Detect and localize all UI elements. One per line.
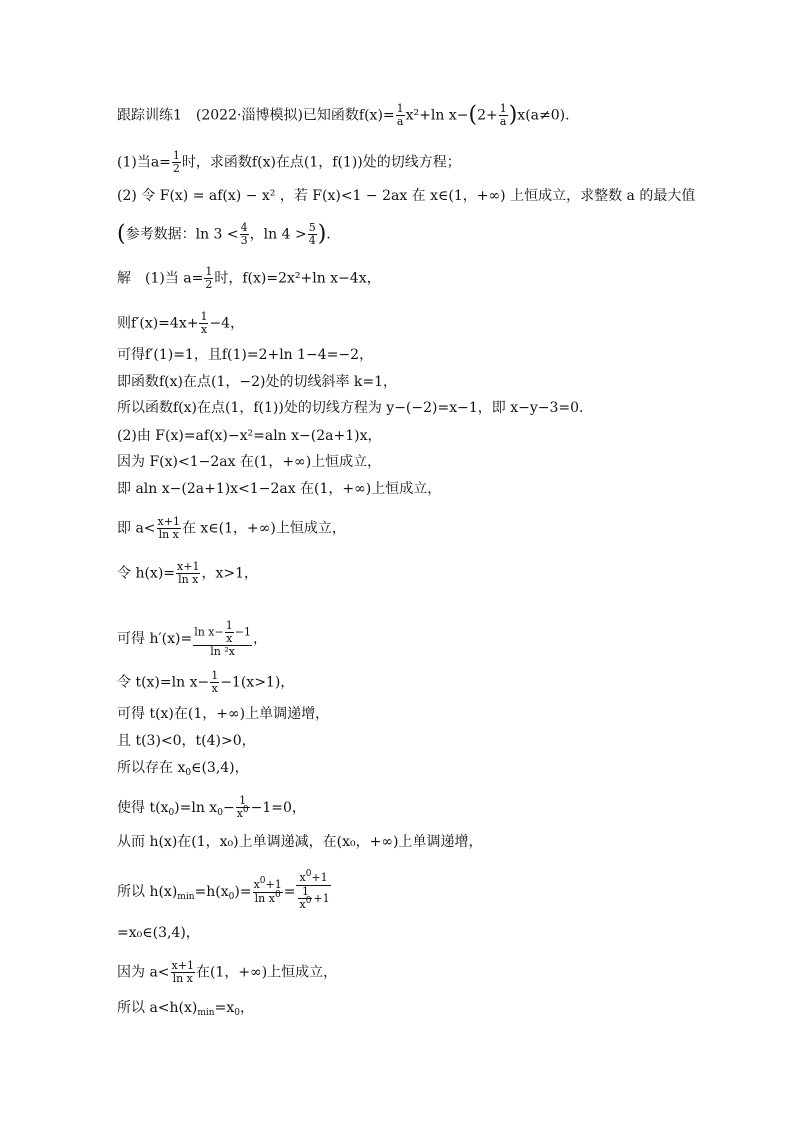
text: x bbox=[299, 898, 306, 911]
header-text: 跟踪训练1 (2022·淄博模拟)已知函数f(x)= bbox=[117, 107, 395, 124]
text: 令 t(x)=ln x− bbox=[117, 674, 210, 691]
numerator: 1 bbox=[298, 886, 312, 899]
solution-line-16 bbox=[117, 794, 306, 820]
solution-line-6: (2)由 F(x)=af(x)−x²=aln x−(2a+1)x， bbox=[117, 428, 382, 444]
solution-line-19: =x₀∈(3,4)， bbox=[117, 925, 200, 941]
fraction bbox=[240, 222, 249, 247]
solution-line-2 bbox=[117, 310, 245, 336]
text: x bbox=[299, 871, 306, 884]
paren: ( bbox=[468, 102, 478, 128]
compound-fraction bbox=[193, 620, 252, 658]
question-2 bbox=[117, 186, 695, 206]
text: −1=0， bbox=[250, 800, 306, 816]
text: )= bbox=[234, 884, 252, 900]
denominator: 3 bbox=[240, 234, 248, 247]
header-text: x²+ln x− bbox=[405, 107, 469, 124]
text: 时，求函数f(x)在点(1，f(1))处的切线方程； bbox=[181, 154, 461, 171]
denominator: x bbox=[211, 682, 218, 695]
subscript: 0 bbox=[185, 768, 192, 778]
denominator bbox=[296, 886, 330, 912]
fraction bbox=[210, 670, 219, 695]
text: 在(1，+∞)上恒成立， bbox=[195, 964, 338, 981]
compound-fraction bbox=[296, 869, 330, 912]
text: +1 bbox=[311, 871, 328, 884]
text: ， bbox=[252, 631, 267, 647]
solution-line-8: 即 aln x−(2a+1)x<1−2ax 在(1，+∞)上恒成立， bbox=[117, 481, 442, 497]
text: 解 (1)当 a= bbox=[117, 270, 204, 287]
text: ，ln 4 > bbox=[249, 226, 307, 243]
solution-line-20 bbox=[117, 959, 338, 985]
solution-line-15 bbox=[117, 758, 249, 778]
solution-line-13: 可得 t(x)在(1，+∞)上单调递增， bbox=[117, 706, 330, 722]
solution-line-17: 从而 h(x)在(1，x₀)上单调递减，在(x₀，+∞)上单调递增， bbox=[117, 834, 483, 850]
solution-line-21 bbox=[117, 998, 254, 1018]
fraction bbox=[157, 516, 181, 541]
text: ，x>1， bbox=[201, 565, 258, 582]
fraction bbox=[176, 561, 200, 586]
denominator: ln x bbox=[178, 573, 199, 586]
fraction bbox=[236, 795, 250, 821]
solution-line-12 bbox=[117, 669, 295, 695]
text: 则f′(x)=4x+ bbox=[117, 315, 199, 332]
text: =h(x bbox=[194, 884, 229, 900]
fraction bbox=[172, 150, 181, 175]
superscript: 0 bbox=[305, 896, 312, 906]
text: 参考数据：ln 3 < bbox=[125, 226, 239, 243]
text: 令 h(x)= bbox=[117, 565, 176, 582]
text: x bbox=[236, 807, 243, 820]
fraction bbox=[171, 960, 195, 985]
text: −1(x>1)， bbox=[220, 674, 295, 691]
solution-line-1 bbox=[117, 265, 381, 291]
text: x bbox=[253, 877, 260, 891]
text: +1 bbox=[313, 892, 330, 905]
text: . bbox=[326, 226, 331, 243]
text: (2) 令 F(x) = af(x) − x² ，若 F(x)<1 − 2ax 在 x∈(1，+∞) 上恒成立，求整数 a 的最大值 bbox=[117, 188, 696, 204]
denominator: x bbox=[200, 323, 208, 336]
numerator: 1 bbox=[236, 795, 250, 808]
text: ， bbox=[239, 1000, 254, 1016]
denominator bbox=[236, 805, 250, 821]
solution-line-5: 所以函数f(x)在点(1，f(1))处的切线方程为 y−(−2)=x−1，即 x−y−3=0. bbox=[117, 400, 584, 416]
text: 即 a< bbox=[117, 520, 156, 537]
numerator: 1 bbox=[200, 310, 208, 323]
superscript: 0 bbox=[242, 805, 249, 815]
solution-line-14: 且 t(3)<0，t(4)>0， bbox=[117, 733, 256, 749]
text: ln x− bbox=[194, 625, 224, 639]
numerator: 1 bbox=[211, 669, 219, 682]
solution-line-10 bbox=[117, 560, 258, 586]
numerator: x+1 bbox=[157, 515, 180, 528]
denominator: ln x bbox=[158, 528, 179, 541]
subscript: 0 bbox=[234, 1008, 240, 1018]
subscript: 0 bbox=[228, 892, 235, 902]
subscript: min bbox=[197, 1008, 215, 1018]
subscript: 0 bbox=[217, 808, 223, 818]
solution-line-3: 可得f′(1)=1，且f(1)=2+ln 1−4=−2， bbox=[117, 347, 374, 363]
text: 时，f(x)=2x²+ln x−4x， bbox=[214, 270, 381, 287]
superscript: 0 bbox=[274, 889, 281, 900]
numerator: 5 bbox=[308, 221, 316, 234]
text: )=ln x bbox=[174, 800, 218, 816]
text: ∈(3,4)， bbox=[191, 760, 249, 776]
text: +1 bbox=[265, 877, 282, 891]
fraction bbox=[204, 266, 213, 291]
denominator: x bbox=[226, 632, 233, 645]
denominator: 2 bbox=[172, 162, 180, 175]
text: 可得 h′(x)= bbox=[117, 631, 193, 647]
text: −1 bbox=[234, 625, 251, 639]
paren: ( bbox=[117, 221, 126, 247]
denominator bbox=[253, 889, 283, 906]
denominator bbox=[298, 896, 312, 912]
text: 因为 a< bbox=[117, 964, 170, 981]
text: =x bbox=[214, 1000, 235, 1016]
text: (1)当a= bbox=[117, 154, 171, 171]
text: 所以存在 x bbox=[117, 760, 186, 776]
header-text: 2+ bbox=[477, 107, 498, 124]
text: ln x bbox=[254, 891, 275, 905]
fraction bbox=[396, 103, 405, 128]
fraction bbox=[253, 875, 283, 906]
numerator: x+1 bbox=[171, 959, 194, 972]
numerator: 1 bbox=[225, 619, 233, 632]
superscript: 0 bbox=[259, 875, 266, 886]
paren: ) bbox=[317, 221, 327, 247]
header-text: x(a≠0)． bbox=[517, 107, 580, 124]
numerator: 4 bbox=[240, 221, 248, 234]
solution-line-9 bbox=[117, 515, 346, 541]
problem-header bbox=[117, 102, 580, 128]
superscript: 0 bbox=[305, 869, 312, 879]
text: 所以 a<h(x) bbox=[117, 1000, 198, 1016]
numerator bbox=[296, 869, 330, 886]
numerator: 1 bbox=[205, 265, 213, 278]
solution-line-4: 即函数f(x)在点(1，−2)处的切线斜率 k=1， bbox=[117, 374, 398, 390]
subscript: min bbox=[177, 892, 195, 902]
solution-line-7: 因为 F(x)<1−2ax 在(1，+∞)上恒成立， bbox=[117, 454, 382, 470]
denominator: ln x bbox=[172, 972, 193, 985]
text: −4， bbox=[209, 315, 245, 332]
text: 所以 h(x) bbox=[117, 884, 178, 900]
paren: ) bbox=[508, 102, 518, 128]
numerator: 1 bbox=[396, 102, 404, 115]
fraction bbox=[308, 222, 317, 247]
text: − bbox=[222, 800, 235, 816]
numerator bbox=[193, 620, 252, 646]
subscript: 0 bbox=[168, 808, 175, 818]
denominator: ln ²x bbox=[210, 645, 235, 658]
text: 使得 t(x bbox=[117, 800, 169, 816]
denominator: a bbox=[396, 115, 404, 128]
text: = bbox=[283, 884, 296, 900]
numerator: 1 bbox=[172, 149, 180, 162]
text: 在 x∈(1，+∞)上恒成立， bbox=[181, 520, 346, 537]
denominator: 4 bbox=[308, 234, 316, 247]
solution-line-11 bbox=[117, 619, 267, 658]
numerator: x+1 bbox=[177, 560, 200, 573]
denominator: 2 bbox=[205, 278, 213, 291]
reference-data bbox=[117, 221, 331, 247]
fraction bbox=[199, 311, 208, 336]
fraction bbox=[298, 886, 312, 912]
solution-line-18 bbox=[117, 869, 332, 911]
fraction bbox=[499, 103, 508, 128]
question-1 bbox=[117, 149, 461, 175]
fraction bbox=[225, 620, 234, 645]
numerator: 1 bbox=[499, 102, 507, 115]
denominator: a bbox=[499, 115, 507, 128]
